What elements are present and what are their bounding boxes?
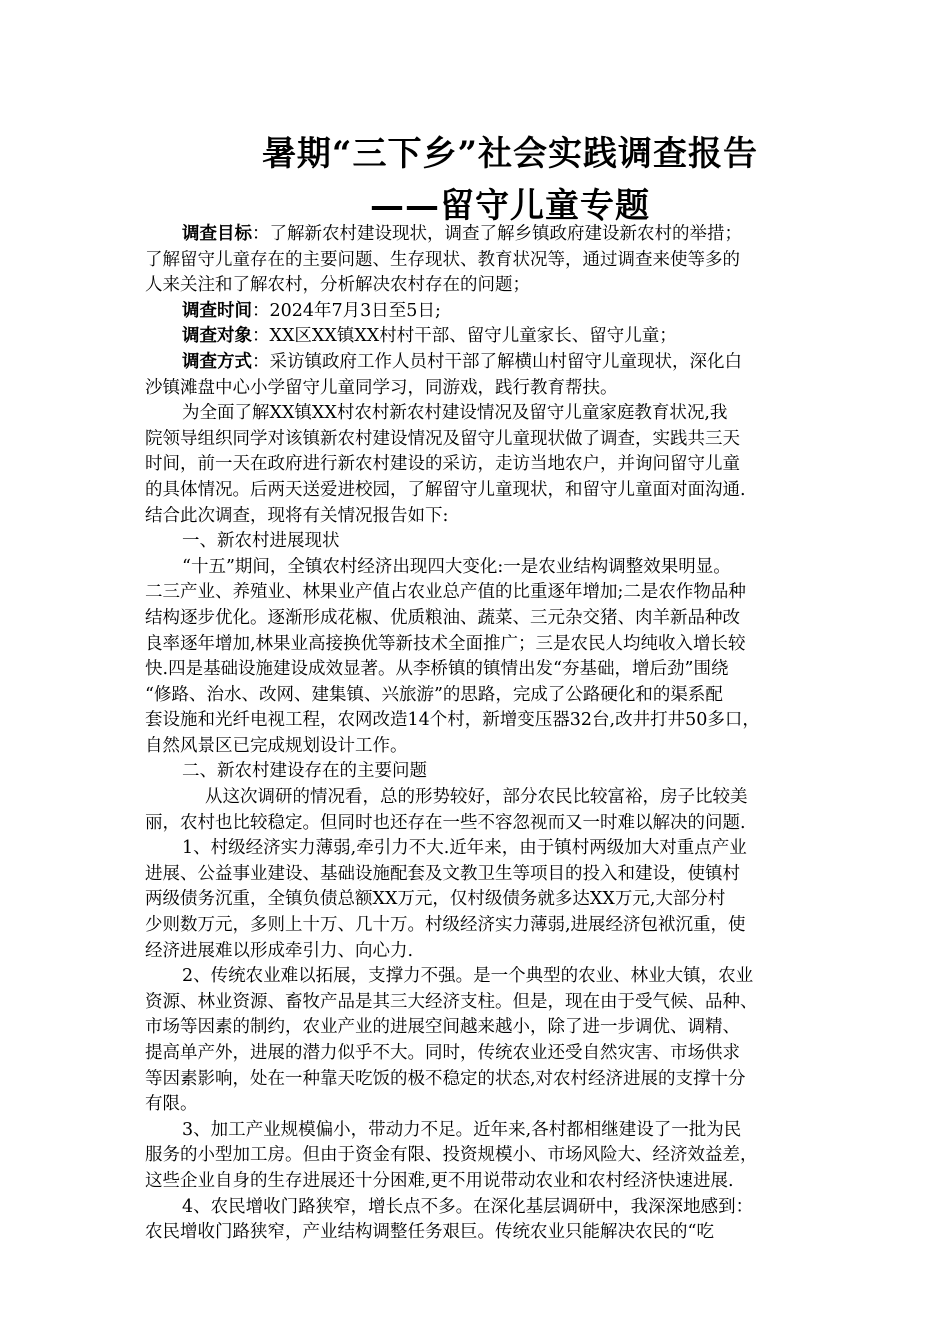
report-body [145, 222, 817, 1246]
section2-intro-line: 丽，农村也比较稳定。但同时也还存在一些不容忽视而又一时难以解决的问题. [145, 812, 746, 833]
meta-goal [145, 222, 817, 248]
meta-text: ：了解新农村建设现状，调查了解乡镇政府建设新农村的举措； [252, 224, 742, 244]
problem-line: 4、农民增收门路狭窄，增长点不多。在深化基层调研中，我深深地感到： [182, 1196, 754, 1217]
problem-line: 2、传统农业难以拓展，支撑力不强。是一个典型的农业、林业大镇，农业 [182, 966, 754, 987]
section-heading: 二、新农村建设存在的主要问题 [182, 761, 427, 782]
section1-line: “修路、治水、改网、建集镇、兴旅游”的思路，完成了公路硬化和的渠系配 [145, 684, 723, 705]
section-heading: 一、新农村进展现状 [182, 531, 340, 552]
problem-line: 农民增收门路狭窄，产业结构调整任务艰巨。传统农业只能解决农民的“吃 [145, 1222, 714, 1243]
meta-target [145, 324, 817, 350]
intro-line: 结合此次调查，现将有关情况报告如下: [145, 505, 449, 526]
report-subtitle: ——留守儿童专题 [370, 186, 650, 226]
report-title: 暑期“三下乡”社会实践调查报告 [261, 134, 759, 174]
intro-line: 为全面了解XX镇XX村农村新农村建设情况及留守儿童家庭教育状况,我 [182, 403, 728, 424]
problem-line: 经济进展难以形成牵引力、向心力. [145, 940, 414, 961]
problem-line: 服务的小型加工房。但由于资金有限、投资规模小、市场风险大、经济效益差， [145, 1145, 758, 1166]
meta-method [145, 350, 817, 376]
section1-line: 快.四是基础设施建设成效显著。从李桥镇的镇情出发“夯基础，增后劲”围绕 [145, 659, 729, 680]
intro-line: 院领导组织同学对该镇新农村建设情况及留守儿童现状做了调查，实践共三天 [145, 428, 740, 449]
meta-text: ：采访镇政府工作人员村干部了解横山村留守儿童现状，深化白 [252, 351, 742, 372]
intro-line: 时间，前一天在政府进行新农村建设的采访，走访当地农户，并询问留守儿童 [145, 454, 740, 475]
meta-text: ：2024年7月3日至5日; [252, 300, 441, 321]
intro-line: 的具体情况。后两天送爱进校园，了解留守儿童现状，和留守儿童面对面沟通. [145, 479, 746, 500]
problem-line: 市场等因素的制约，农业产业的进展空间越来越小，除了进一步调优、调精、 [145, 1017, 740, 1038]
section1-line: “十五”期间，全镇农村经济出现四大变化:一是农业结构调整效果明显。 [182, 556, 731, 577]
meta-goal-line: 了解留守儿童存在的主要问题、生存现状、教育状况等，通过调查来使等多的 [145, 249, 740, 270]
problem-line: 有限。 [145, 1094, 198, 1115]
section1-line: 结构逐步优化。逐渐形成花椒、优质粮油、蔬菜、三元杂交猪、肉羊新品种改 [145, 607, 740, 628]
problem-line: 这些企业自身的生存进展还十分困难,更不用说带动农业和农村经济快速进展. [145, 1170, 734, 1191]
problem-line: 进展、公益事业建设、基础设施配套及文教卫生等项目的投入和建设，使镇村 [145, 863, 740, 884]
problem-line: 1、村级经济实力薄弱,牵引力不大.近年来，由于镇村两级加大对重点产业 [182, 838, 747, 859]
section1-line: 良率逐年增加,林果业高接换优等新技术全面推广；三是农民人均纯收入增长较 [145, 633, 746, 654]
section1-line: 套设施和光纤电视工程，农网改造14个村，新增变压器32台,改井打井50多口， [145, 710, 760, 731]
meta-method-line: 沙镇滩盘中心小学留守儿童同学习，同游戏，践行教育帮扶。 [145, 377, 618, 398]
section1-line: 二三产业、养殖业、林果业产值占农业总产值的比重逐年增加;二是农作物品种 [145, 582, 746, 603]
problem-line: 等因素影响，处在一种靠天吃饭的极不稳定的状态,对农村经济进展的支撑十分 [145, 1068, 746, 1089]
meta-label: 调查方式 [182, 351, 252, 372]
meta-label: 调查对象 [182, 326, 252, 347]
problem-line: 资源、林业资源、畜牧产品是其三大经济支柱。但是，现在由于受气候、品种、 [145, 991, 758, 1012]
problem-line: 提高单产外，进展的潜力似乎不大。同时，传统农业还受自然灾害、市场供求 [145, 1043, 740, 1063]
meta-goal-line: 人来关注和了解农村，分析解决农村存在的问题； [145, 275, 530, 296]
meta-label: 调查目标 [182, 224, 252, 244]
meta-label: 调查时间 [182, 300, 252, 321]
problem-line: 3、加工产业规模偏小，带动力不足。近年来,各村都相继建设了一批为民 [182, 1119, 742, 1140]
meta-time [145, 299, 817, 325]
problem-line: 少则数万元，多则上十万、几十万。村级经济实力薄弱,进展经济包袱沉重，使 [145, 915, 746, 936]
section1-line: 自然风景区已完成规划设计工作。 [145, 735, 408, 756]
meta-text: ：XX区XX镇XX村村干部、留守儿童家长、留守儿童； [252, 326, 677, 347]
section2-intro-line: 从这次调研的情况看，总的形势较好，部分农民比较富裕，房子比较美 [205, 787, 748, 808]
problem-line: 两级债务沉重，全镇负债总额XX万元，仅村级债务就多达XX万元,大部分村 [145, 889, 726, 910]
